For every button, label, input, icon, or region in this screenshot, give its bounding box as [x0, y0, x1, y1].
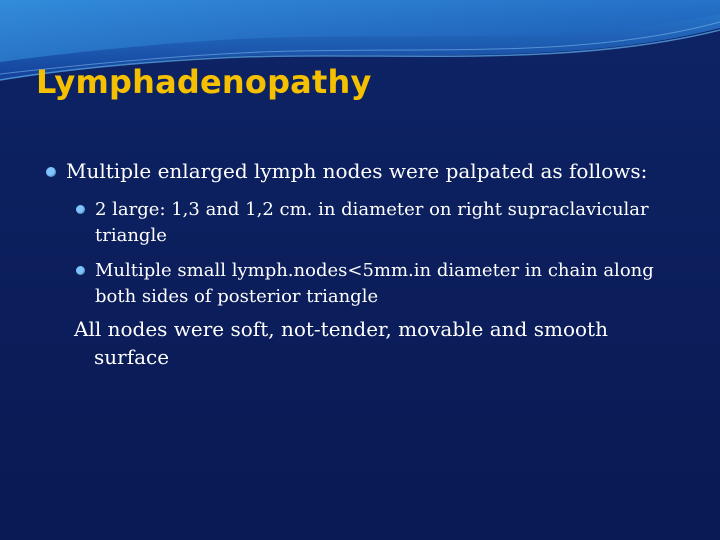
closing-paragraph [74, 315, 654, 371]
main-bullet-text: Multiple enlarged lymph nodes were palpated as follows: [66, 159, 648, 183]
sub-bullet-text: Multiple small lymph.nodes<5mm.in diameter in chain along both sides of posterior triangle [95, 260, 654, 307]
bullet-icon [76, 205, 85, 214]
sub-bullet-item [76, 258, 686, 310]
closing-line-1: All nodes were soft, not-tender, movable and smooth [74, 317, 608, 341]
closing-line-2: surface [94, 345, 170, 369]
bullet-icon [46, 167, 56, 177]
sub-bullet-text: 2 large: 1,3 and 1,2 cm. in diameter on right supraclavicular triangle [95, 199, 649, 246]
sub-bullet-item [76, 197, 686, 249]
slide-body [46, 158, 686, 371]
bullet-icon [76, 266, 85, 275]
slide-title: Lymphadenopathy [36, 63, 372, 101]
main-bullet-item [46, 158, 686, 185]
